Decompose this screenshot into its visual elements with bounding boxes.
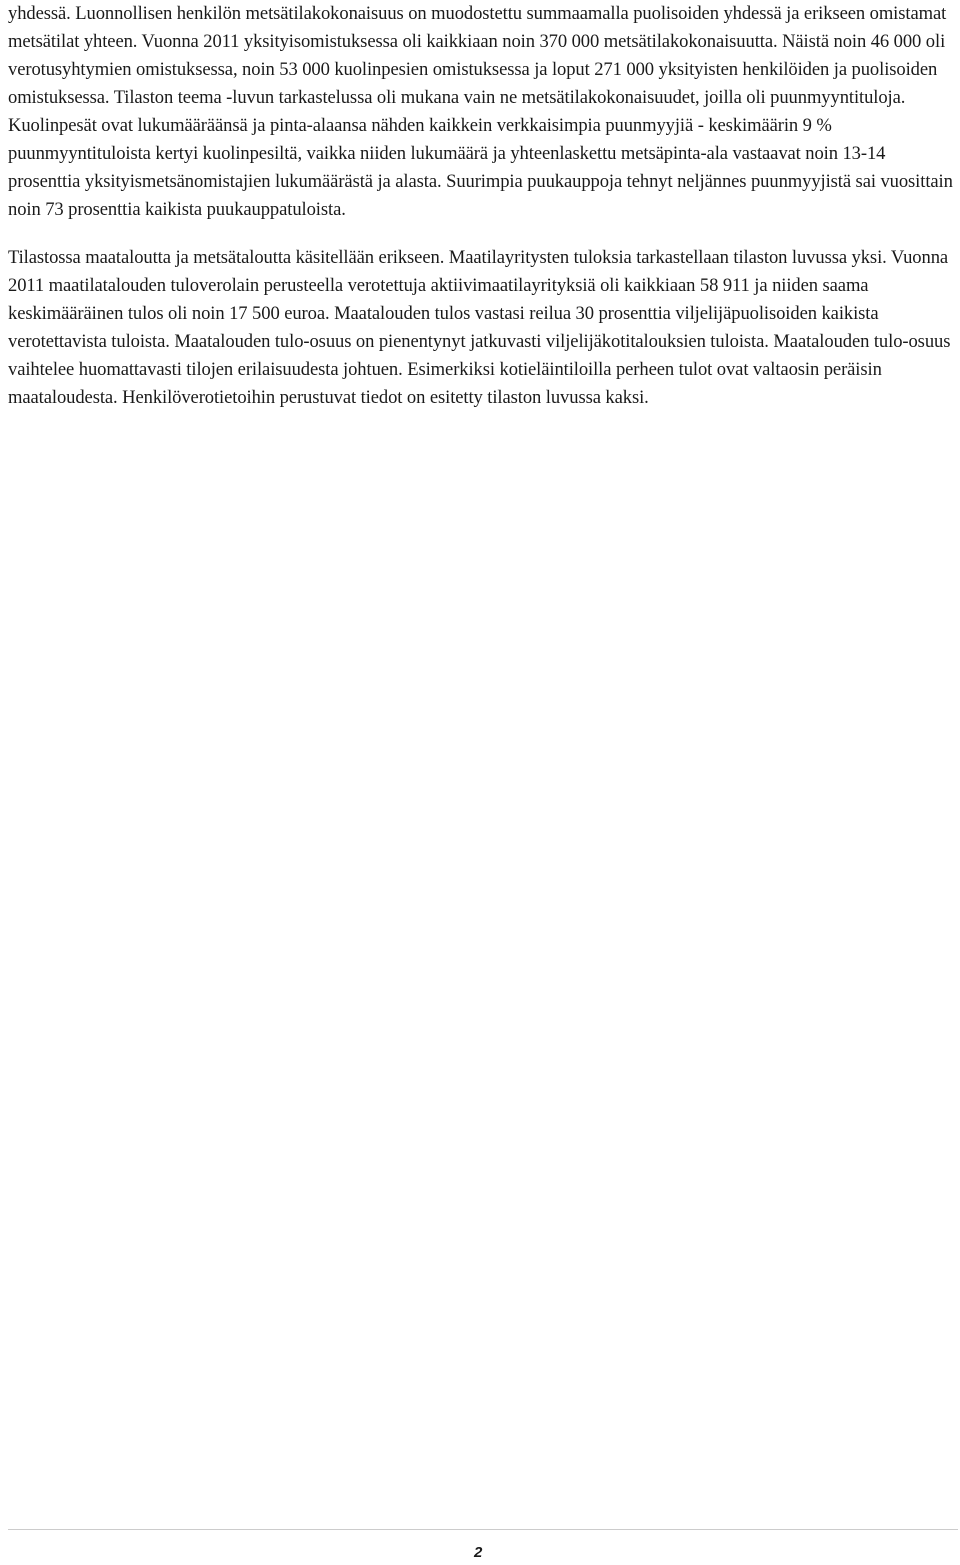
document-body xyxy=(8,0,958,412)
body-paragraph-1: yhdessä. Luonnollisen henkilön metsätilakokonaisuus on muodostettu summaamalla puolisoiden yhdessä ja erikseen omistamat metsätilat yhteen. Vuonna 2011 yksityisomistuksessa oli kaikkiaan noin 370 000 metsätilakokonaisuutta. Näistä noin 46 000 oli verotusyhtymien omistuksessa, noin 53 000 kuolinpesien omistuksessa ja loput 271 000 yksityisten henkilöiden ja puolisoiden omistuksessa. Tilaston teema -luvun tarkastelussa oli mukana vain ne metsätilakokonaisuudet, joilla oli puunmyyntituloja. Kuolinpesät ovat lukumääräänsä ja pinta-alaansa nähden kaikkein verkkaisimpia puunmyyjiä - keskimäärin 9 % puunmyyntituloista kertyi kuolinpesiltä, vaikka niiden lukumäärä ja yhteenlaskettu metsäpinta-ala vastaavat noin 13-14 prosenttia yksityismetsänomistajien lukumäärästä ja alasta. Suurimpia puukauppoja tehnyt neljännes puunmyyjistä sai vuosittain noin 73 prosenttia kaikista puukauppatuloista. xyxy=(8,3,953,220)
footer-divider xyxy=(8,1529,958,1530)
page-number: 2 xyxy=(474,1544,483,1561)
body-paragraph-2: Tilastossa maataloutta ja metsätaloutta käsitellään erikseen. Maatilayritysten tuloksia tarkastellaan tilaston luvussa yksi. Vuonna 2011 maatilatalouden tuloverolain perusteella verotettuja aktiivimaatilayrityksiä oli kaikkiaan 58 911 ja niiden saama keskimääräinen tulos oli noin 17 500 euroa. Maatalouden tulos vastasi reilua 30 prosenttia viljelijäpuolisoiden kaikista verotettavista tuloista. Maatalouden tulo-osuus on pienentynyt jatkuvasti viljelijäkotitalouksien tuloista. Maatalouden tulo-osuus vaihtelee huomattavasti tilojen erilaisuudesta johtuen. Esimerkiksi kotieläintiloilla perheen tulot ovat valtaosin peräisin maataloudesta. Henkilöverotietoihin perustuvat tiedot on esitetty tilaston luvussa kaksi. xyxy=(8,247,951,408)
